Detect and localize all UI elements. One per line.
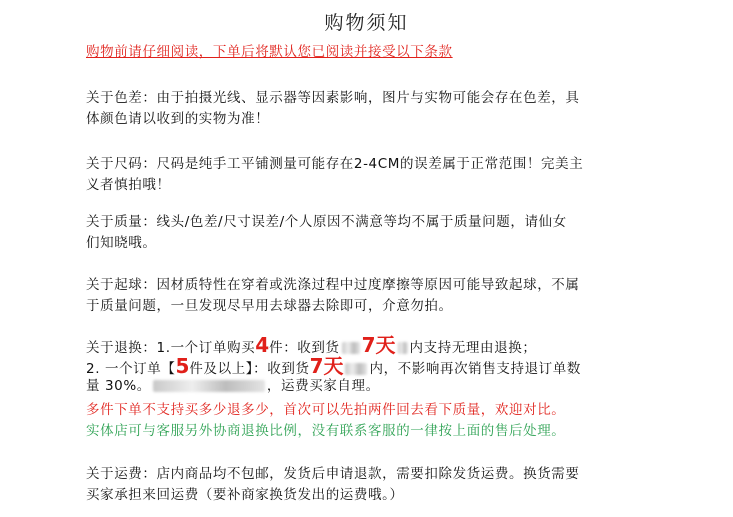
returns-l1-prefix: 关于退换：1.一个订单购买 (86, 340, 256, 356)
returns-l2-days: 7天 (309, 354, 344, 378)
pilling-line-1: 关于起球：因材质特性在穿着或洗涤过程中过度摩擦等原因可能导致起球，不属 (86, 277, 580, 293)
returns-multi-item-note: 多件下单不支持买多少退多少，首次可以先拍两件回去看下质量，欢迎对比。 (86, 402, 566, 418)
returns-l3-prefix: 量 30%。 (86, 378, 151, 394)
size-line-2: 义者慎拍哦！ (86, 177, 171, 193)
returns-l1-days: 7天 (361, 333, 396, 357)
shipping-line-2: 买家承担来回运费（要补商家换货发出的运费哦。） (86, 487, 404, 503)
page-title: 购物须知 (324, 12, 409, 34)
returns-store-note: 实体店可与客服另外协商退换比例，没有联系客服的一律按上面的售后处理。 (86, 423, 566, 439)
returns-line-3 (86, 374, 380, 394)
obscured-text (153, 380, 265, 392)
color-difference-line-1: 关于色差：由于拍摄光线、显示器等因素影响，图片与实物可能会存在色差，具 (86, 90, 580, 106)
read-carefully-notice: 购物前请仔细阅读，下单后将默认您已阅读并接受以下条款 (86, 44, 453, 60)
shipping-line-1: 关于运费：店内商品均不包邮，发货后申请退款，需要扣除发货运费。换货需要 (86, 466, 580, 482)
returns-l1-item-count: 4 (255, 333, 270, 357)
returns-l2-suffix: 内，不影响再次销售支持退订单数 (369, 361, 581, 377)
returns-l1-suffix: 内支持无理由退换； (409, 340, 537, 356)
quality-line-1: 关于质量：线头/色差/尺寸误差/个人原因不满意等均不属于质量问题，请仙女 (86, 214, 567, 230)
size-line-1: 关于尺码：尺码是纯手工平铺测量可能存在2-4CM的误差属于正常范围！完美主 (86, 156, 584, 172)
returns-l2-item-count: 5 (175, 354, 190, 378)
pilling-line-2: 于质量问题，一旦发现尽早用去球器去除即可，介意勿拍。 (86, 298, 453, 314)
returns-l1-mid: 件：收到货 (269, 340, 340, 356)
returns-l3-suffix: ，运费买家自理。 (266, 378, 380, 394)
returns-l2-prefix: 2. 一个订单【 (86, 361, 176, 377)
quality-line-2: 们知晓哦。 (86, 235, 157, 251)
returns-l2-mid: 件及以上】：收到货 (189, 361, 310, 377)
color-difference-line-2: 体颜色请以收到的实物为准！ (86, 111, 270, 127)
